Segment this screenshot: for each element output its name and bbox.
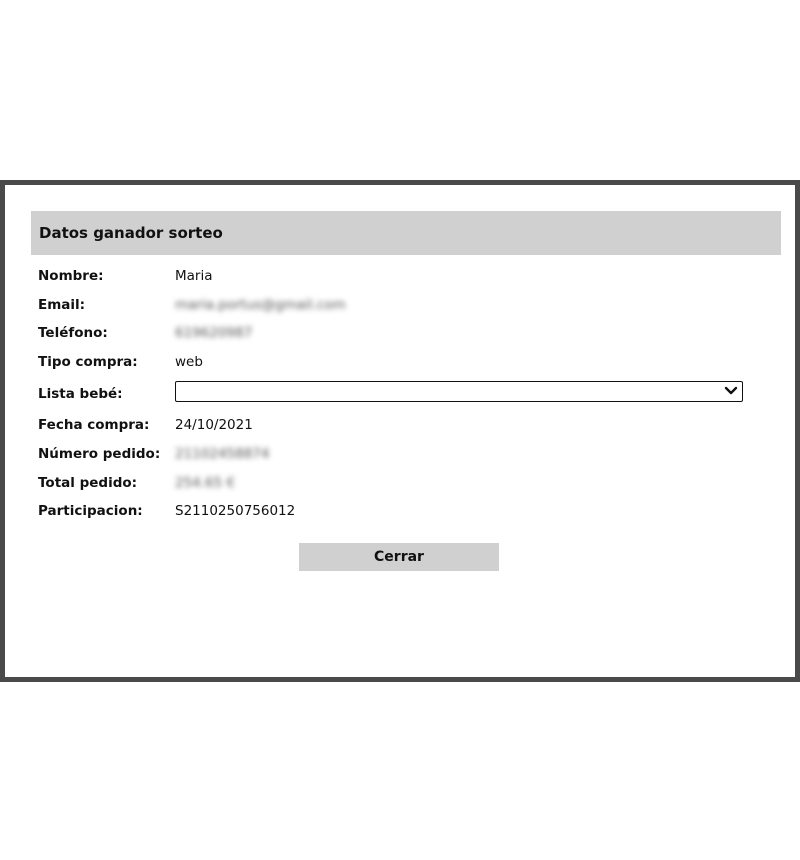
participacion-label: Participacion:	[38, 503, 143, 519]
field-row-email	[38, 297, 758, 317]
nombre-label: Nombre:	[38, 268, 104, 284]
field-row-nombre	[38, 268, 758, 288]
lista-bebe-select[interactable]	[175, 381, 743, 402]
field-row-tipo-compra	[38, 354, 758, 374]
telefono-value: 619620987	[175, 325, 253, 341]
tipo-compra-value: web	[175, 354, 203, 370]
nombre-value: Maria	[175, 268, 213, 284]
field-row-fecha-compra	[38, 417, 758, 437]
lista-bebe-label: Lista bebé:	[38, 386, 123, 402]
field-row-participacion	[38, 503, 758, 523]
numero-pedido-value: 21102458874	[175, 446, 270, 462]
email-label: Email:	[38, 297, 86, 313]
total-pedido-label: Total pedido:	[38, 475, 138, 491]
dialog-title: Datos ganador sorteo	[31, 211, 781, 255]
tipo-compra-label: Tipo compra:	[38, 354, 138, 370]
participacion-value: S2110250756012	[175, 503, 296, 519]
chevron-down-icon	[724, 383, 738, 399]
field-row-numero-pedido	[38, 446, 758, 466]
fecha-compra-label: Fecha compra:	[38, 417, 150, 433]
field-row-telefono	[38, 325, 758, 345]
telefono-label: Teléfono:	[38, 325, 108, 341]
winner-dialog	[0, 180, 800, 682]
fecha-compra-value: 24/10/2021	[175, 417, 253, 433]
numero-pedido-label: Número pedido:	[38, 446, 161, 462]
close-button[interactable]: Cerrar	[299, 543, 499, 571]
field-row-total-pedido	[38, 475, 758, 495]
total-pedido-value: 254.65 €	[175, 475, 236, 491]
email-value: maria.portus@gmail.com	[175, 297, 346, 313]
field-row-lista-bebe	[38, 386, 758, 406]
